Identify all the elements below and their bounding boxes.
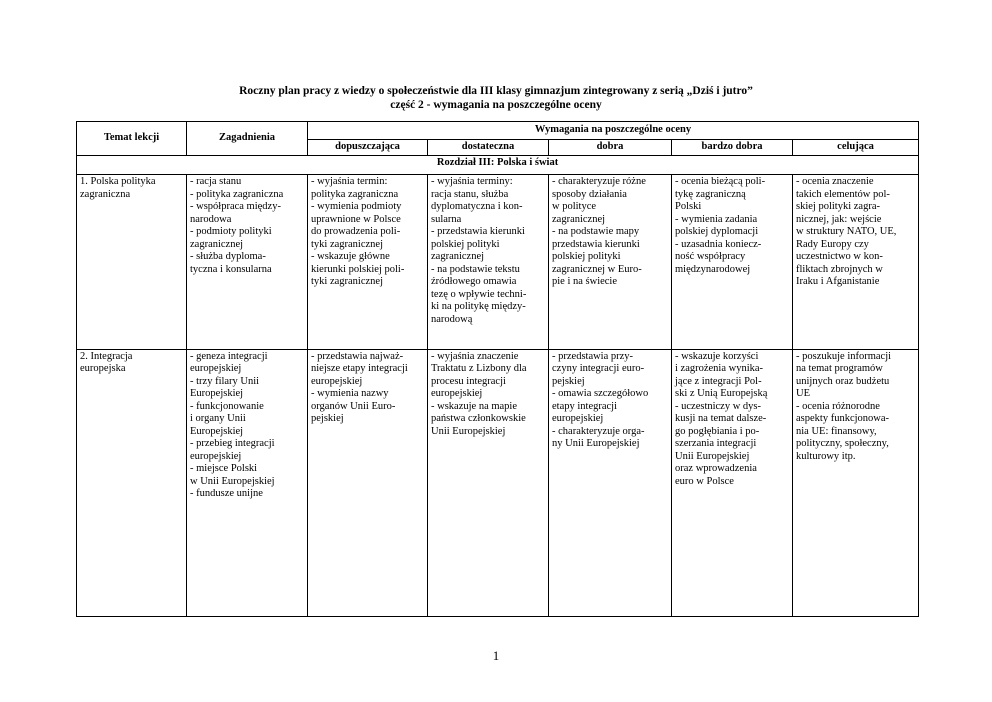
zagadnienia-cell — [187, 349, 308, 616]
cell-line: 2. Integracja — [80, 350, 133, 362]
cell-line: - funkcjonowanie — [190, 400, 264, 412]
cell-line: - podmioty polityki — [190, 226, 272, 238]
cell-line: fliktach zbrojnych w — [796, 263, 883, 275]
cell-line: - wymienia podmioty — [311, 201, 402, 213]
cell-line: - przedstawia przy- — [552, 350, 634, 362]
cell-line: europejskiej — [190, 363, 242, 375]
cell-line: Unii Europejskiej — [431, 425, 506, 437]
header-grade-bardzo-dobra: bardzo dobra — [672, 140, 793, 156]
cell-line: nia UE: finansowy, — [796, 425, 877, 437]
page-number: 1 — [492, 648, 500, 663]
cell-line: do prowadzenia poli- — [311, 226, 401, 238]
header-grade-dopuszczajaca: dopuszczająca — [308, 140, 428, 156]
cell-line: - charakteryzuje różne — [552, 176, 646, 188]
cell-line: skiej polityki zagra- — [796, 201, 880, 213]
cell-line: uprawnione w Polsce — [311, 213, 401, 225]
cell-line: - fundusze unijne — [190, 488, 263, 500]
cell-line: Rady Europy czy — [796, 238, 869, 250]
cell-line: czyny integracji euro- — [552, 363, 645, 375]
cell-line: - współpraca między- — [190, 201, 281, 213]
header-temat-lekcji: Temat lekcji — [77, 122, 187, 156]
cell-line: pie i na świecie — [552, 276, 618, 288]
cell-line: europejskiej — [431, 388, 483, 400]
cell-line: unijnych oraz budżetu — [796, 375, 890, 387]
cell-line: - charakteryzuje orga- — [552, 425, 645, 437]
cell-line: źródłowego omawia — [431, 276, 517, 288]
cell-line: szerzania integracji — [675, 438, 757, 450]
requirements-table — [76, 121, 919, 617]
cell-line: dyplomatyczna i kon- — [431, 201, 523, 213]
cell-line: tyki zagranicznej — [311, 238, 384, 250]
cell-line: kusji na temat dalsze- — [675, 413, 767, 425]
bardzo-dobra-cell — [672, 175, 793, 350]
cell-line: pejskiej — [552, 375, 585, 387]
cell-line: procesu integracji — [431, 375, 506, 387]
header-grade-celujaca: celująca — [793, 140, 919, 156]
cell-line: - ocenia bieżącą poli- — [675, 176, 766, 188]
dopuszczajaca-cell — [308, 175, 428, 350]
dostateczna-cell — [428, 175, 549, 350]
cell-line: oraz wprowadzenia — [675, 463, 757, 475]
header-grade-dobra: dobra — [549, 140, 672, 156]
cell-line: - przedstawia najważ- — [311, 350, 404, 362]
cell-line: polityczny, społeczny, — [796, 438, 889, 450]
cell-line: zagranicznej w Euro- — [552, 263, 642, 275]
cell-line: UE — [796, 388, 810, 400]
cell-line: narodową — [431, 313, 473, 325]
cell-line: - racja stanu — [190, 176, 242, 188]
cell-line: europejskiej — [311, 375, 363, 387]
cell-line: zagranicznej — [190, 238, 244, 250]
cell-line: - polityka zagraniczna — [190, 188, 284, 200]
cell-line: polskiej polityki — [431, 238, 500, 250]
cell-line: - wymienia zadania — [675, 213, 758, 225]
cell-line: narodowa — [190, 213, 232, 225]
cell-line: tyczna i konsularna — [190, 263, 272, 275]
cell-line: w polityce — [552, 201, 597, 213]
cell-line: nicznej, jak: wejście — [796, 213, 882, 225]
cell-line: europejskiej — [190, 450, 242, 462]
temat-cell — [77, 175, 187, 350]
cell-line: racja stanu, służba — [431, 188, 509, 200]
cell-line: go pogłębiania i po- — [675, 425, 760, 437]
zagadnienia-cell — [187, 175, 308, 350]
cell-line: jące z integracji Pol- — [675, 375, 762, 387]
cell-line: zagranicznej — [552, 213, 606, 225]
cell-line: i organy Unii — [190, 413, 246, 425]
cell-line: i zagrożenia wynika- — [675, 363, 764, 375]
document-title — [0, 84, 992, 112]
cell-line: takich elementów pol- — [796, 188, 890, 200]
cell-line: - omawia szczegółowo — [552, 388, 649, 400]
cell-line: - poszukuje informacji — [796, 350, 892, 362]
cell-line: międzynarodowej — [675, 263, 751, 275]
cell-line: niejsze etapy integracji — [311, 363, 408, 375]
cell-line: europejskiej — [552, 413, 604, 425]
cell-line: w Unii Europejskiej — [190, 475, 275, 487]
cell-line: - uczestniczy w dys- — [675, 400, 762, 412]
dopuszczajaca-cell — [308, 349, 428, 616]
cell-line: - wyjaśnia termin: — [311, 176, 388, 188]
cell-line: Traktatu z Lizbony dla — [431, 363, 527, 375]
cell-line: - wymienia nazwy — [311, 388, 389, 400]
cell-line: organów Unii Euro- — [311, 400, 396, 412]
cell-line: - geneza integracji — [190, 350, 268, 362]
dobra-cell — [549, 175, 672, 350]
cell-line: aspekty funkcjonowa- — [796, 413, 890, 425]
cell-line: uczestnictwo w kon- — [796, 251, 883, 263]
cell-line: sposoby działania — [552, 188, 627, 200]
cell-line: ki na politykę między- — [431, 301, 526, 313]
cell-line: - ocenia znaczenie — [796, 176, 874, 188]
title-line-2: część 2 - wymagania na poszczególne oceny — [390, 99, 602, 111]
cell-line: - wskazuje korzyści — [675, 350, 759, 362]
cell-line: w struktury NATO, UE, — [796, 226, 897, 238]
cell-line: na temat programów — [796, 363, 883, 375]
cell-line: tyki zagranicznej — [311, 276, 384, 288]
dobra-cell — [549, 349, 672, 616]
header-zagadnienia: Zagadnienia — [187, 122, 308, 156]
cell-line: polityka zagraniczna — [311, 188, 399, 200]
cell-line: kulturowy itp. — [796, 450, 856, 462]
cell-line: - ocenia różnorodne — [796, 400, 880, 412]
section-title: Rozdział III: Polska i świat — [77, 156, 919, 175]
cell-line: euro w Polsce — [675, 475, 734, 487]
cell-line: tykę zagraniczną — [675, 188, 746, 200]
celujaca-cell — [793, 349, 919, 616]
celujaca-cell — [793, 175, 919, 350]
cell-line: zagraniczna — [80, 188, 131, 200]
cell-line: Polski — [675, 201, 702, 213]
cell-line: Unii Europejskiej — [675, 450, 750, 462]
table-row — [77, 175, 919, 350]
cell-line: - uzasadnia koniecz- — [675, 238, 762, 250]
cell-line: - miejsce Polski — [190, 463, 258, 475]
header-wymagania: Wymagania na poszczególne oceny — [308, 122, 919, 140]
cell-line: etapy integracji — [552, 400, 618, 412]
title-line-1: Roczny plan pracy z wiedzy o społeczeństwie dla III klasy gimnazjum zintegrowany z serią „Dziś i jutro” — [239, 85, 753, 97]
dostateczna-cell — [428, 349, 549, 616]
cell-line: - przedstawia kierunki — [431, 226, 525, 238]
table-row — [77, 349, 919, 616]
cell-line: - przebieg integracji — [190, 438, 275, 450]
cell-line: tezę o wpływie techni- — [431, 288, 527, 300]
cell-line: ny Unii Europejskiej — [552, 438, 640, 450]
cell-line: pejskiej — [311, 413, 344, 425]
cell-line: - trzy filary Unii — [190, 375, 260, 387]
cell-line: zagranicznej — [431, 251, 485, 263]
cell-line: 1. Polska polityka — [80, 176, 156, 188]
cell-line: - służba dyploma- — [190, 251, 266, 263]
cell-line: sularna — [431, 213, 462, 225]
cell-line: ność współpracy — [675, 251, 746, 263]
cell-line: - wskazuje główne — [311, 251, 390, 263]
cell-line: - wyjaśnia terminy: — [431, 176, 513, 188]
cell-line: polskiej dyplomacji — [675, 226, 759, 238]
header-grade-dostateczna: dostateczna — [428, 140, 549, 156]
cell-line: przedstawia kierunki — [552, 238, 640, 250]
cell-line: - na podstawie tekstu — [431, 263, 520, 275]
cell-line: Europejskiej — [190, 425, 244, 437]
cell-line: polskiej polityki — [552, 251, 621, 263]
cell-line: kierunki polskiej poli- — [311, 263, 405, 275]
cell-line: - wyjaśnia znaczenie — [431, 350, 519, 362]
cell-line: europejska — [80, 363, 126, 375]
cell-line: ski z Unią Europejską — [675, 388, 768, 400]
bardzo-dobra-cell — [672, 349, 793, 616]
cell-line: państwa członkowskie — [431, 413, 526, 425]
cell-line: - wskazuje na mapie — [431, 400, 518, 412]
temat-cell — [77, 349, 187, 616]
cell-line: Iraku i Afganistanie — [796, 276, 880, 288]
cell-line: Europejskiej — [190, 388, 244, 400]
cell-line: - na podstawie mapy — [552, 226, 640, 238]
